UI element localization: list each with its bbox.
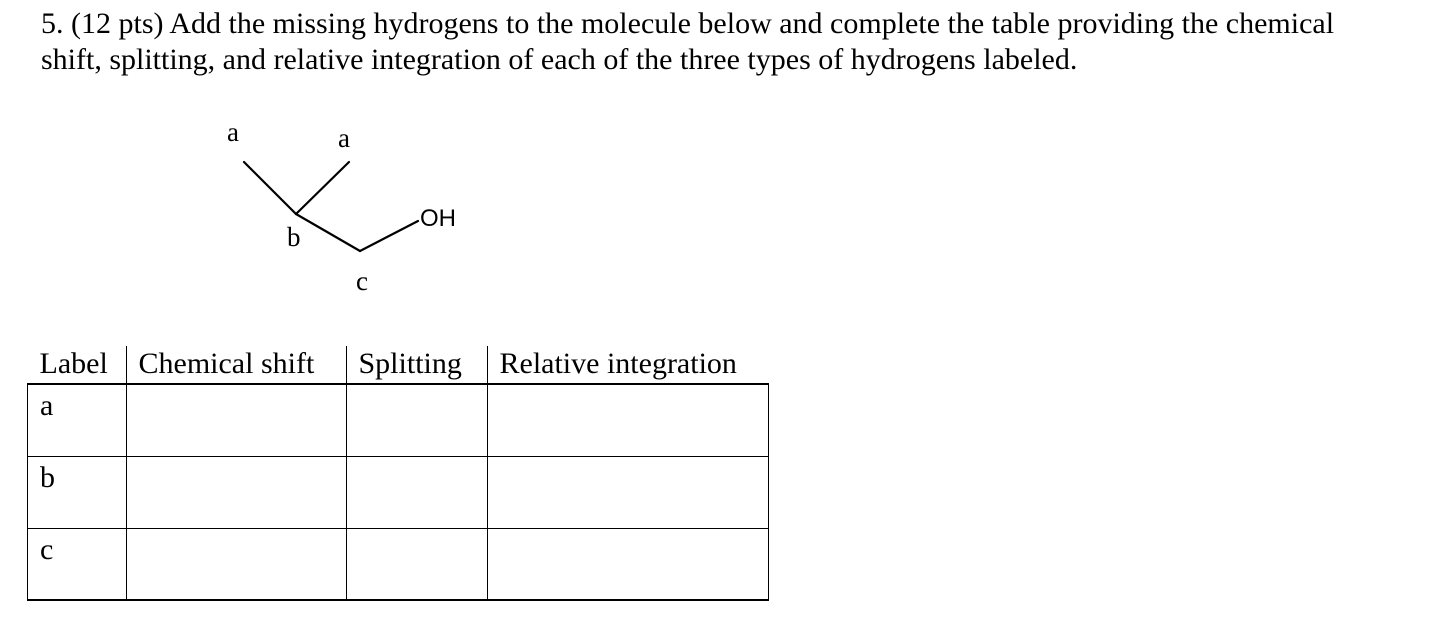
nmr-table bbox=[27, 346, 769, 601]
chemical-shift-cell[interactable] bbox=[126, 456, 346, 528]
label-c: c bbox=[356, 266, 368, 296]
skeletal-bonds bbox=[244, 162, 418, 251]
splitting-cell[interactable] bbox=[346, 528, 487, 600]
question-line-2: shift, splitting, and relative integration of each of the three types of hydrogens labeled. bbox=[41, 43, 1078, 76]
chemical-shift-cell[interactable] bbox=[126, 528, 346, 600]
header-label: Label bbox=[28, 346, 127, 384]
label-a-left: a bbox=[227, 117, 239, 147]
table-row bbox=[28, 528, 769, 600]
header-relative-integration: Relative integration bbox=[487, 346, 769, 384]
row-label-cell: b bbox=[28, 456, 127, 528]
label-b: b bbox=[287, 222, 301, 252]
header-splitting: Splitting bbox=[346, 346, 487, 384]
chemical-shift-cell[interactable] bbox=[126, 384, 346, 456]
splitting-cell[interactable] bbox=[346, 456, 487, 528]
label-oh: OH bbox=[420, 205, 456, 232]
relative-integration-cell[interactable] bbox=[487, 456, 769, 528]
header-chemical-shift: Chemical shift bbox=[126, 346, 346, 384]
row-label-cell: a bbox=[28, 384, 127, 456]
table-row bbox=[28, 384, 769, 456]
relative-integration-cell[interactable] bbox=[487, 384, 769, 456]
question-line-1: 5. (12 pts) Add the missing hydrogens to the molecule below and complete the table providing the chemical bbox=[41, 7, 1335, 40]
bond-ch2-oh bbox=[360, 221, 418, 251]
label-a-right: a bbox=[338, 123, 350, 153]
table-row bbox=[28, 456, 769, 528]
splitting-cell[interactable] bbox=[346, 384, 487, 456]
relative-integration-cell[interactable] bbox=[487, 528, 769, 600]
row-label-cell: c bbox=[28, 528, 127, 600]
bond-ch-ch2 bbox=[296, 214, 360, 251]
bond-left-methyl bbox=[244, 162, 296, 214]
table-header-row bbox=[28, 346, 769, 384]
bond-right-methyl bbox=[296, 162, 349, 214]
